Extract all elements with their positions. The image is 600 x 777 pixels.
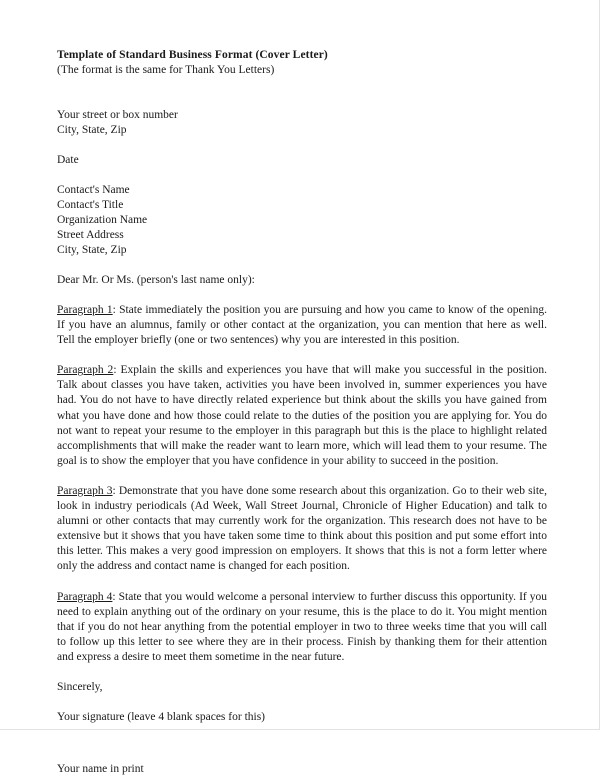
paragraph-3-separator: : xyxy=(112,484,119,497)
document-title: Template of Standard Business Format (Cover Letter) xyxy=(57,49,328,61)
recipient-address-line-2: Contact's Title xyxy=(57,199,124,211)
paragraph-1 xyxy=(57,303,547,348)
spacer xyxy=(57,747,547,762)
salutation xyxy=(57,273,547,288)
paragraph-2-body: Explain the skills and experiences you have that will make you successful in the position. Talk about classes you have taken, activities you have been involved in, summer experiences you have had. You do not have to have directly related experience but think about the skills you have gained from what you have done and how those could relate to the duties of the position you are applying for. You do not want to repeat your resume to the employer in this paragraph but this is the place to highlight related accomplishments that will make the reader want to learn more, which will lead them to your resume. The goal is to show the employer that you have confidence in your ability to succeed in the position. xyxy=(57,364,547,467)
date-line: Date xyxy=(57,154,79,166)
signature-line: Your signature (leave 4 blank spaces for this) xyxy=(57,710,266,723)
paragraph-3 xyxy=(57,484,547,575)
recipient-address-line-3: Organization Name xyxy=(57,214,148,226)
spacer xyxy=(57,725,547,747)
spacer xyxy=(57,78,547,108)
paragraph-4-body: State that you would welcome a personal interview to further discuss this opportunity. If you need to explain anything out of the ordinary on your resume, this is the place to do it. You might mention that if you do not hear anything from the potential employer in two to three weeks time that you will call to follow up this letter to see where they are in their process. Finish by thanking them for their attention and express a desire to meet them sometime in the near future. xyxy=(57,590,548,663)
paragraph-2-separator: : xyxy=(113,364,121,377)
recipient-address-line-1: Contact's Name xyxy=(57,184,130,196)
recipient-address-line-4: Street Address xyxy=(57,229,124,241)
sender-address-line-2: City, State, Zip xyxy=(57,124,127,136)
paragraph-4 xyxy=(57,590,547,665)
paragraph-2 xyxy=(57,363,547,469)
spacer xyxy=(57,575,547,590)
paragraph-1-label: Paragraph 1 xyxy=(57,304,113,316)
letter-body xyxy=(57,48,547,777)
paragraph-4-separator: : xyxy=(112,590,119,603)
paragraph-3-label: Paragraph 3 xyxy=(57,484,113,497)
sender-address-block xyxy=(57,108,547,138)
paragraph-1-body: State immediately the position you are pursuing and how you came to know of the opening. If you have an alumnus, family or other contact at the organization, you can mention that here as well. Tell the employer briefly (one or two sentences) why you are interested in this position. xyxy=(57,304,547,347)
spacer xyxy=(57,695,547,710)
paragraph-4-label: Paragraph 4 xyxy=(57,590,113,603)
paragraph-2-label: Paragraph 2 xyxy=(57,364,114,377)
spacer xyxy=(57,469,547,484)
spacer xyxy=(57,665,547,680)
closing-line: Sincerely, xyxy=(57,680,103,693)
spacer xyxy=(57,168,547,183)
paragraph-1-separator: : xyxy=(112,304,120,316)
recipient-address-block xyxy=(57,183,547,258)
document-subtitle: (The format is the same for Thank You Letters) xyxy=(57,64,275,76)
spacer xyxy=(57,138,547,153)
spacer xyxy=(57,288,547,303)
printed-name-line: Your name in print xyxy=(57,762,144,775)
recipient-address-line-5: City, State, Zip xyxy=(57,244,127,256)
salutation-line: Dear Mr. Or Ms. (person's last name only): xyxy=(57,274,255,286)
date-block xyxy=(57,153,547,168)
spacer xyxy=(57,258,547,273)
spacer xyxy=(57,348,547,363)
sender-address-line-1: Your street or box number xyxy=(57,109,178,121)
paragraph-3-body: Demonstrate that you have done some research about this organization. Go to their web site, look in industry periodicals (Ad Week, Wall Street Journal, Chronicle of Higher Education) and talk to alumni or other contacts that may currently work for the organization. This research does not have to be extensive but it shows that you have taken some time to think about this position and put some effort into this letter. This makes a very good impression on employers. It shows that this is not a form letter where only the address and contact name is changed for each position. xyxy=(57,484,548,573)
